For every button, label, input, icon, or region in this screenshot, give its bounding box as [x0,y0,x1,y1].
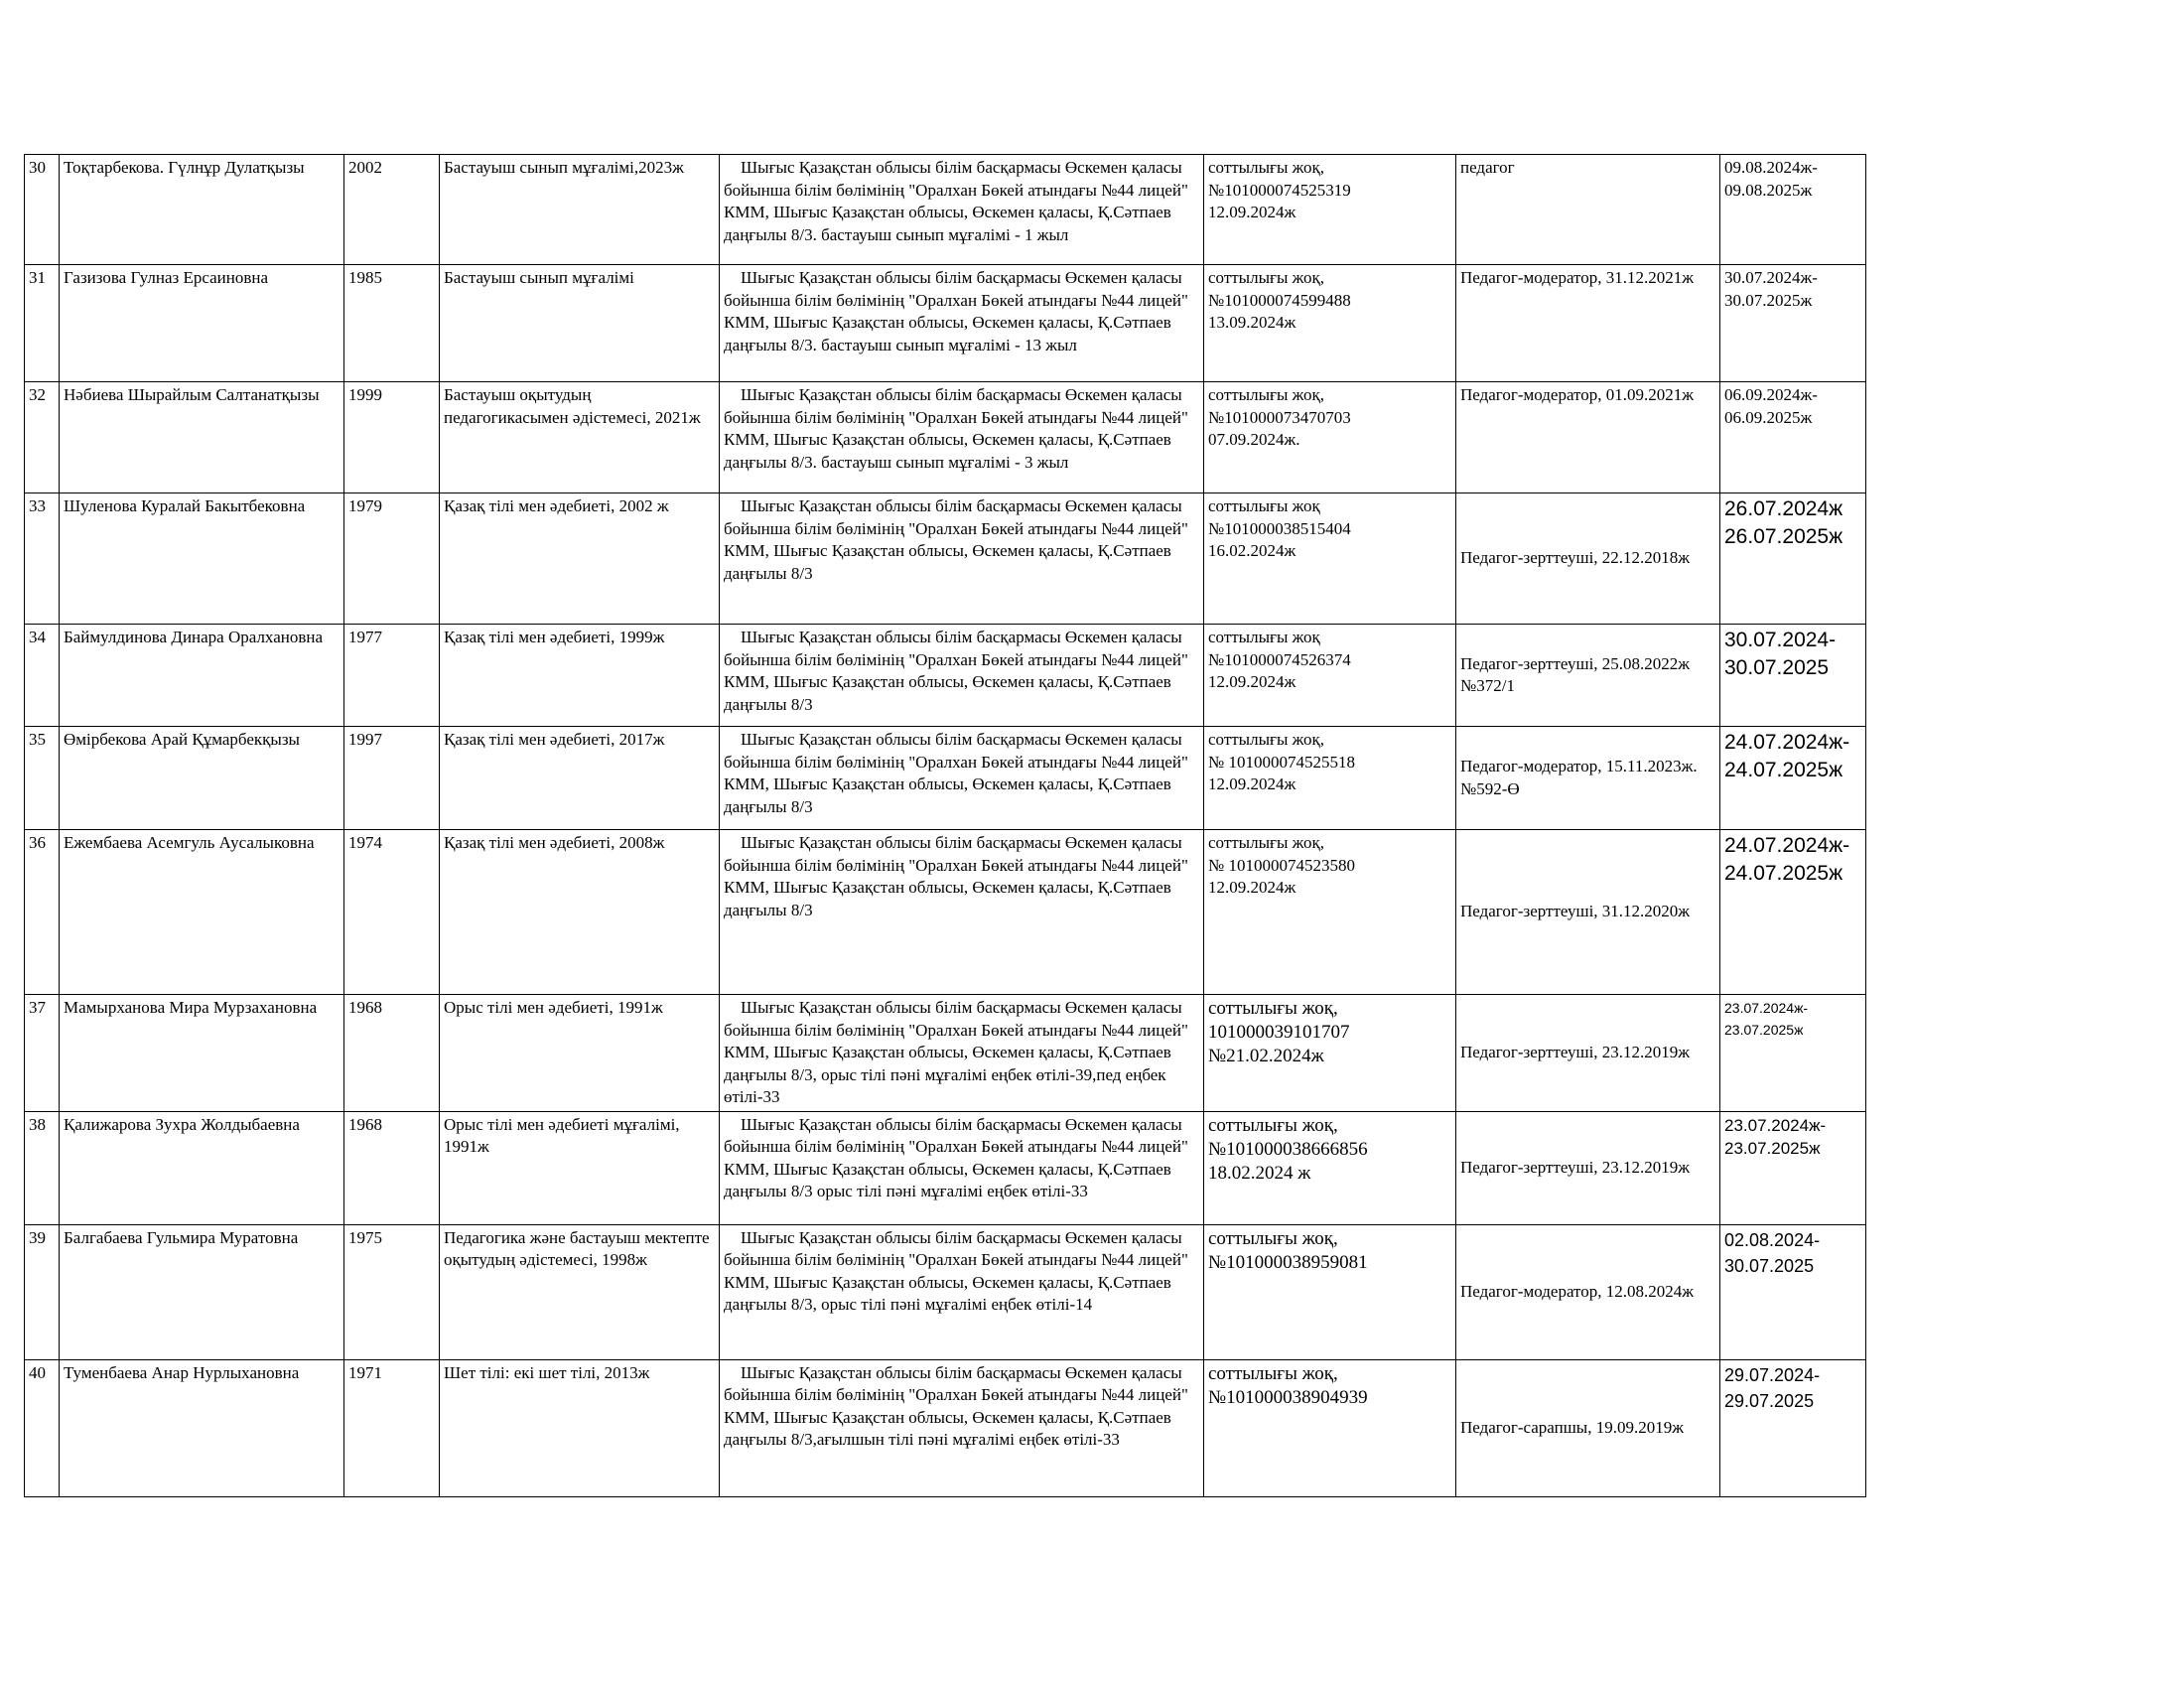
birth-year: 1975 [344,1224,440,1359]
certificate [1204,995,1456,1112]
workplace: Шығыс Қазақстан облысы білім басқармасы Өскемен қаласы бойынша білім бөлімінің "Оралхан Бөкей атындағы №44 лицей" КММ, Шығыс Қазақстан облысы, Өскемен қаласы, Қ.Сәтпаев даңғылы 8/3 орыс тілі пәні мұғалімі еңбек өтілі-33 [720,1111,1204,1224]
education: Педагогика және бастауыш мектепте оқытудың әдістемесі, 1998ж [440,1224,720,1359]
workplace: Шығыс Қазақстан облысы білім басқармасы Өскемен қаласы бойынша білім бөлімінің "Оралхан Бөкей атындағы №44 лицей" КММ, Шығыс Қазақстан облысы, Өскемен қаласы, Қ.Сәтпаев даңғылы 8/3,ағылшын тілі пәні мұғалімі еңбек өтілі-33 [720,1359,1204,1496]
row-number: 38 [25,1111,60,1224]
certificate [1204,830,1456,995]
certificate [1204,1111,1456,1224]
category: Педагог-зерттеуші, 22.12.2018ж [1456,493,1720,625]
validity-period-text: 24.07.2024ж- 24.07.2025ж [1724,834,1850,885]
validity-period-text: 09.08.2024ж- 09.08.2025ж [1724,158,1818,200]
certificate-text: соттылығы жоқ, №101000073470703 07.09.2024ж. [1208,385,1351,449]
certificate-text: соттылығы жоқ, №101000074599488 13.09.2024ж [1208,268,1351,332]
table-row [25,995,1866,1112]
workplace: Шығыс Қазақстан облысы білім басқармасы Өскемен қаласы бойынша білім бөлімінің "Оралхан Бөкей атындағы №44 лицей" КММ, Шығыс Қазақстан облысы, Өскемен қаласы, Қ.Сәтпаев даңғылы 8/3, орыс тілі пәні мұғалімі еңбек өтілі-39,пед еңбек өтілі-33 [720,995,1204,1112]
education: Бастауыш сынып мұғалімі [440,265,720,382]
category: Педагог-модератор, 15.11.2023ж. №592-Ө [1456,727,1720,830]
category: Педагог-сарапшы, 19.09.2019ж [1456,1359,1720,1496]
full-name: Балгабаева Гульмира Муратовна [60,1224,344,1359]
certificate-text: соттылығы жоқ, №101000038959081 [1208,1227,1368,1273]
certificate-text: соттылығы жоқ №101000074526374 12.09.2024ж [1208,628,1351,691]
row-number: 30 [25,155,60,265]
validity-period-text: 26.07.2024ж 26.07.2025ж [1724,497,1843,548]
education: Бастауыш сынып мұғалімі,2023ж [440,155,720,265]
certificate [1204,382,1456,493]
workplace: Шығыс Қазақстан облысы білім басқармасы Өскемен қаласы бойынша білім бөлімінің "Оралхан Бөкей атындағы №44 лицей" КММ, Шығыс Қазақстан облысы, Өскемен қаласы, Қ.Сәтпаев даңғылы 8/3, орыс тілі пәні мұғалімі еңбек өтілі-14 [720,1224,1204,1359]
validity-period [1720,155,1866,265]
education: Орыс тілі мен әдебиеті мұғалімі, 1991ж [440,1111,720,1224]
table-row [25,493,1866,625]
education: Қазақ тілі мен әдебиеті, 2017ж [440,727,720,830]
full-name: Ежембаева Асемгуль Аусалыковна [60,830,344,995]
table-row [25,155,1866,265]
validity-period [1720,382,1866,493]
row-number: 34 [25,625,60,727]
validity-period-text: 30.07.2024- 30.07.2025 [1724,629,1837,679]
table-row [25,1359,1866,1496]
workplace: Шығыс Қазақстан облысы білім басқармасы Өскемен қаласы бойынша білім бөлімінің "Оралхан Бөкей атындағы №44 лицей" КММ, Шығыс Қазақстан облысы, Өскемен қаласы, Қ.Сәтпаев даңғылы 8/3 [720,625,1204,727]
table-row [25,625,1866,727]
validity-period [1720,265,1866,382]
category: педагог [1456,155,1720,265]
certificate [1204,625,1456,727]
validity-period [1720,727,1866,830]
birth-year: 1985 [344,265,440,382]
certificate-text: соттылығы жоқ, №101000038666856 18.02.2024 ж [1208,1114,1368,1184]
certificate-text: соттылығы жоқ, № 101000074523580 12.09.2024ж [1208,833,1355,897]
birth-year: 2002 [344,155,440,265]
staff-table [24,154,1866,1497]
validity-period-text: 23.07.2024ж- 23.07.2025ж [1724,1000,1809,1038]
validity-period-text: 29.07.2024- 29.07.2025 [1724,1364,1821,1411]
full-name: Шуленова Куралай Бакытбековна [60,493,344,625]
full-name: Мамырханова Мира Мурзахановна [60,995,344,1112]
validity-period [1720,995,1866,1112]
table-row [25,1224,1866,1359]
certificate-text: соттылығы жоқ, 101000039101707 №21.02.2024ж [1208,998,1350,1066]
category: Педагог-модератор, 31.12.2021ж [1456,265,1720,382]
education: Шет тілі: екі шет тілі, 2013ж [440,1359,720,1496]
category: Педагог-модератор, 01.09.2021ж [1456,382,1720,493]
education: Қазақ тілі мен әдебиеті, 2002 ж [440,493,720,625]
birth-year: 1968 [344,1111,440,1224]
table-row [25,265,1866,382]
birth-year: 1997 [344,727,440,830]
certificate [1204,727,1456,830]
full-name: Тоқтарбекова. Гүлнұр Дулатқызы [60,155,344,265]
certificate [1204,155,1456,265]
birth-year: 1971 [344,1359,440,1496]
row-number: 32 [25,382,60,493]
education: Бастауыш оқытудың педагогикасымен әдістемесі, 2021ж [440,382,720,493]
workplace: Шығыс Қазақстан облысы білім басқармасы Өскемен қаласы бойынша білім бөлімінің "Оралхан Бөкей атындағы №44 лицей" КММ, Шығыс Қазақстан облысы, Өскемен қаласы, Қ.Сәтпаев даңғылы 8/3 [720,493,1204,625]
row-number: 40 [25,1359,60,1496]
category: Педагог-модератор, 12.08.2024ж [1456,1224,1720,1359]
row-number: 36 [25,830,60,995]
category: Педагог-зерттеуші, 31.12.2020ж [1456,830,1720,995]
validity-period [1720,1111,1866,1224]
validity-period [1720,493,1866,625]
workplace: Шығыс Қазақстан облысы білім басқармасы Өскемен қаласы бойынша білім бөлімінің "Оралхан Бөкей атындағы №44 лицей" КММ, Шығыс Қазақстан облысы, Өскемен қаласы, Қ.Сәтпаев даңғылы 8/3 [720,727,1204,830]
validity-period [1720,830,1866,995]
row-number: 31 [25,265,60,382]
validity-period-text: 23.07.2024ж- 23.07.2025ж [1724,1115,1827,1158]
birth-year: 1968 [344,995,440,1112]
validity-period-text: 02.08.2024- 30.07.2025 [1724,1229,1821,1276]
full-name: Туменбаева Анар Нурлыхановна [60,1359,344,1496]
validity-period-text: 06.09.2024ж- 06.09.2025ж [1724,385,1818,427]
certificate-text: соттылығы жоқ №101000038515404 16.02.2024ж [1208,496,1351,560]
validity-period-text: 30.07.2024ж- 30.07.2025ж [1724,268,1818,310]
category: Педагог-зерттеуші, 23.12.2019ж [1456,995,1720,1112]
birth-year: 1999 [344,382,440,493]
full-name: Өмірбекова Арай Құмарбекқызы [60,727,344,830]
row-number: 39 [25,1224,60,1359]
birth-year: 1979 [344,493,440,625]
workplace: Шығыс Қазақстан облысы білім басқармасы Өскемен қаласы бойынша білім бөлімінің "Оралхан Бөкей атындағы №44 лицей" КММ, Шығыс Қазақстан облысы, Өскемен қаласы, Қ.Сәтпаев даңғылы 8/3. бастауыш сынып мұғалімі - 13 жыл [720,265,1204,382]
row-number: 33 [25,493,60,625]
workplace: Шығыс Қазақстан облысы білім басқармасы Өскемен қаласы бойынша білім бөлімінің "Оралхан Бөкей атындағы №44 лицей" КММ, Шығыс Қазақстан облысы, Өскемен қаласы, Қ.Сәтпаев даңғылы 8/3. бастауыш сынып мұғалімі - 1 жыл [720,155,1204,265]
certificate [1204,265,1456,382]
full-name: Баймулдинова Динара Оралхановна [60,625,344,727]
full-name: Нәбиева Шырайлым Салтанатқызы [60,382,344,493]
row-number: 37 [25,995,60,1112]
table-row [25,382,1866,493]
workplace: Шығыс Қазақстан облысы білім басқармасы Өскемен қаласы бойынша білім бөлімінің "Оралхан Бөкей атындағы №44 лицей" КММ, Шығыс Қазақстан облысы, Өскемен қаласы, Қ.Сәтпаев даңғылы 8/3. бастауыш сынып мұғалімі - 3 жыл [720,382,1204,493]
validity-period [1720,625,1866,727]
category: Педагог-зерттеуші, 23.12.2019ж [1456,1111,1720,1224]
full-name: Газизова Гулназ Ерсаиновна [60,265,344,382]
education: Қазақ тілі мен әдебиеті, 2008ж [440,830,720,995]
certificate-text: соттылығы жоқ, №101000074525319 12.09.2024ж [1208,158,1351,221]
birth-year: 1977 [344,625,440,727]
category: Педагог-зерттеуші, 25.08.2022ж №372/1 [1456,625,1720,727]
certificate-text: соттылығы жоқ, №101000038904939 [1208,1362,1368,1408]
certificate [1204,1224,1456,1359]
table-row [25,1111,1866,1224]
validity-period [1720,1359,1866,1496]
certificate-text: соттылығы жоқ, № 101000074525518 12.09.2024ж [1208,730,1355,793]
birth-year: 1974 [344,830,440,995]
education: Қазақ тілі мен әдебиеті, 1999ж [440,625,720,727]
certificate [1204,493,1456,625]
validity-period [1720,1224,1866,1359]
full-name: Қалижарова Зухра Жолдыбаевна [60,1111,344,1224]
workplace: Шығыс Қазақстан облысы білім басқармасы Өскемен қаласы бойынша білім бөлімінің "Оралхан Бөкей атындағы №44 лицей" КММ, Шығыс Қазақстан облысы, Өскемен қаласы, Қ.Сәтпаев даңғылы 8/3 [720,830,1204,995]
row-number: 35 [25,727,60,830]
certificate [1204,1359,1456,1496]
table-row [25,727,1866,830]
validity-period-text: 24.07.2024ж- 24.07.2025ж [1724,731,1850,781]
education: Орыс тілі мен әдебиеті, 1991ж [440,995,720,1112]
table-row [25,830,1866,995]
